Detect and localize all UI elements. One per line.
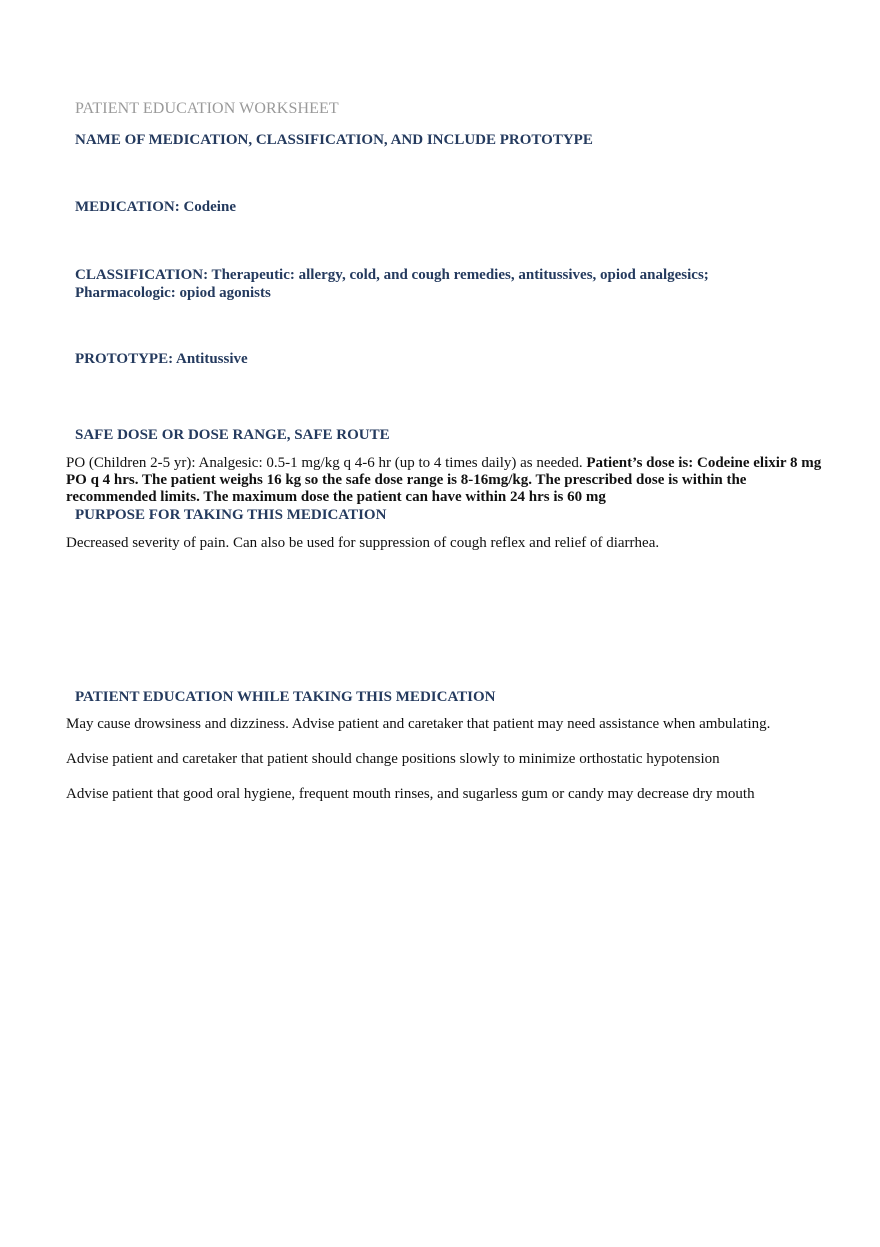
patient-dose-text: Patient’s dose is: Codeine elixir 8 mg PO q 4 hrs. The patient weighs 16 kg so the safe dose range is 8-16mg/kg. The prescribed dose is within the recommended limits. The maximum dose the patient can have within 24 hrs is 60 mg [66, 455, 822, 505]
classification-line-1: CLASSIFICATION: Therapeutic: allergy, cold, and cough remedies, antitussives, opiod analgesics; [75, 267, 709, 283]
safe-dose-paragraph [66, 455, 826, 506]
section-heading-purpose: PURPOSE FOR TAKING THIS MEDICATION [75, 507, 387, 523]
section-heading-medication-name: NAME OF MEDICATION, CLASSIFICATION, AND INCLUDE PROTOTYPE [75, 132, 593, 148]
education-item: May cause drowsiness and dizziness. Advise patient and caretaker that patient may need assistance when ambulating. [66, 716, 771, 732]
classification-block [75, 266, 709, 302]
worksheet-title: PATIENT EDUCATION WORKSHEET [75, 100, 339, 117]
education-item: Advise patient and caretaker that patient should change positions slowly to minimize orthostatic hypotension [66, 751, 720, 767]
safe-dose-text: PO (Children 2-5 yr): Analgesic: 0.5-1 mg/kg q 4-6 hr (up to 4 times daily) as needed. [66, 455, 583, 471]
prototype-line: PROTOTYPE: Antitussive [75, 351, 248, 367]
section-heading-safe-dose: SAFE DOSE OR DOSE RANGE, SAFE ROUTE [75, 427, 390, 443]
education-item: Advise patient that good oral hygiene, frequent mouth rinses, and sugarless gum or candy may decrease dry mouth [66, 786, 755, 802]
purpose-text: Decreased severity of pain. Can also be used for suppression of cough reflex and relief of diarrhea. [66, 535, 660, 551]
medication-line: MEDICATION: Codeine [75, 199, 236, 215]
classification-line-2: Pharmacologic: opiod agonists [75, 285, 271, 301]
section-heading-patient-education: PATIENT EDUCATION WHILE TAKING THIS MEDICATION [75, 689, 496, 705]
